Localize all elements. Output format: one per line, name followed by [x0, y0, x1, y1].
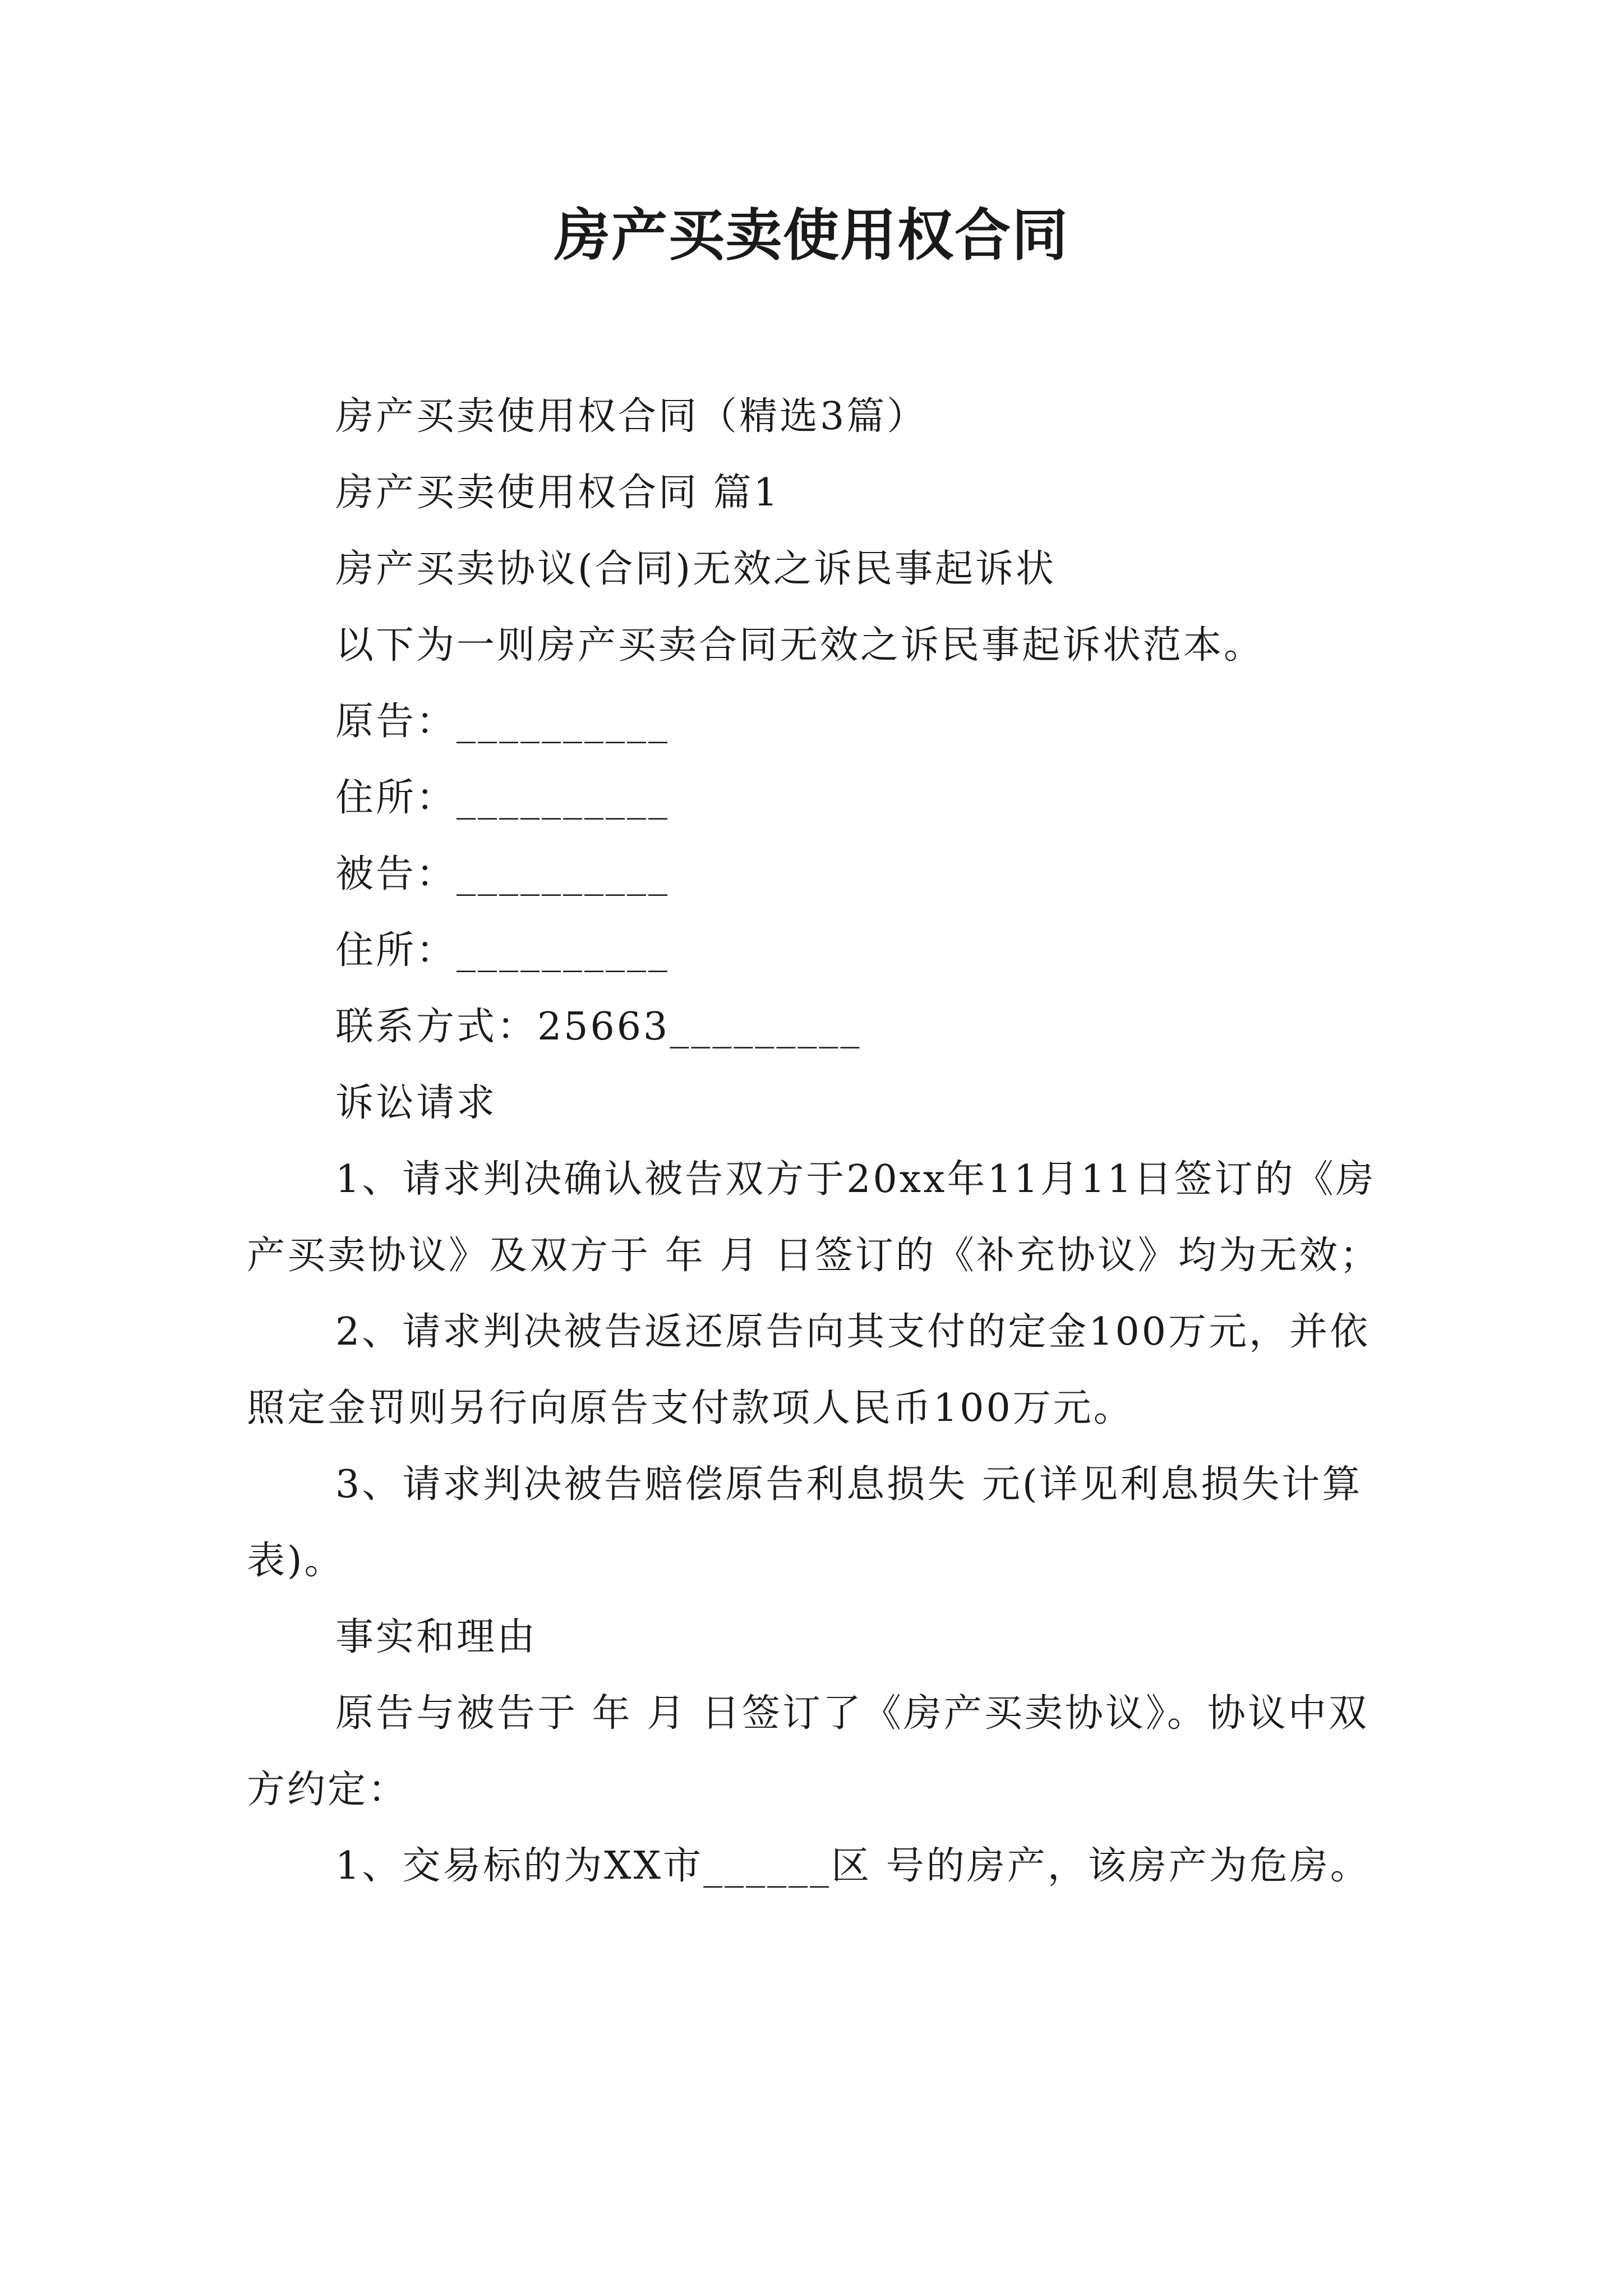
paragraph-fact-1: 1、交易标的为XX市______区 号的房产，该房产为危房。: [335, 1844, 1371, 1888]
paragraph-subtitle: 房产买卖使用权合同（精选3篇）: [335, 394, 928, 439]
paragraph-plaintiff: 原告：__________: [335, 700, 670, 744]
paragraph-claim-3: 3、请求判决被告赔偿原告利息损失 元(详见利息损失计算表)。: [247, 1462, 1363, 1583]
paragraph-defendant: 被告：__________: [335, 852, 670, 896]
document-title: 房产买卖使用权合同: [554, 203, 1069, 268]
paragraph-contact: 联系方式：25663_________: [335, 1005, 862, 1049]
paragraph-complaint-title: 房产买卖协议(合同)无效之诉民事起诉状: [335, 547, 1057, 591]
document-body: [247, 379, 1385, 1904]
paragraph-claims-heading: 诉讼请求: [335, 1081, 497, 1125]
paragraph-section-heading: 房产买卖使用权合同 篇1: [335, 471, 780, 515]
paragraph-defendant-address: 住所：__________: [335, 928, 670, 973]
paragraph-facts-heading: 事实和理由: [335, 1615, 538, 1659]
paragraph-facts-intro: 原告与被告于 年 月 日签订了《房产买卖协议》。协议中双方约定：: [247, 1691, 1369, 1812]
paragraph-claim-2: 2、请求判决被告返还原告向其支付的定金100万元，并依照定金罚则另行向原告支付款项人民币100万元。: [247, 1310, 1371, 1430]
paragraph-claim-1: 1、请求判决确认被告双方于20xx年11月11日签订的《房产买卖协议》及双方于 年 月 日签订的《补充协议》均为无效；: [247, 1157, 1380, 1278]
paragraph-plaintiff-address: 住所：__________: [335, 776, 670, 820]
paragraph-intro: 以下为一则房产买卖合同无效之诉民事起诉状范本。: [335, 623, 1265, 668]
